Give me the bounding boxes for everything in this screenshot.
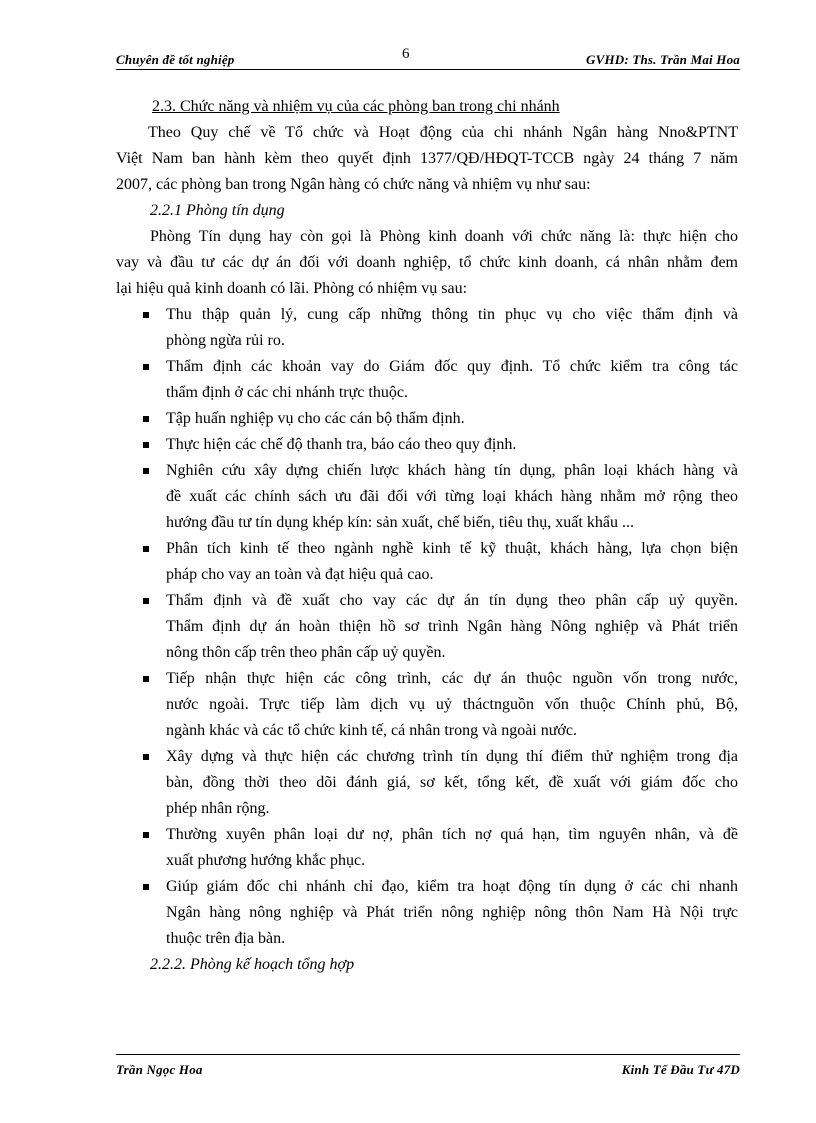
footer-rule — [116, 1054, 740, 1055]
bullet-line: Thẩm định các khoản vay do Giám đốc quy định. Tổ chức kiểm tra công tác — [166, 358, 738, 375]
footer-class: Kinh Tế Đầu Tư 47D — [621, 1062, 740, 1077]
bullet-item — [116, 744, 738, 822]
paragraph-line: Việt Nam ban hành kèm theo quyết định 1377/QĐ/HĐQT-TCCB ngày 24 tháng 7 năm — [116, 150, 738, 167]
bullet-line: Giúp giám đốc chi nhánh chỉ đạo, kiểm tra hoạt động tín dụng ở các chi nhanh — [166, 878, 738, 895]
paragraph-line: vay và đầu tư các dự án đối với doanh nghiệp, tổ chức kinh doanh, cá nhân nhằm đem — [116, 254, 738, 271]
bullet-line: Nghiên cứu xây dựng chiến lược khách hàng tín dụng, phân loại khách hàng và — [166, 462, 738, 479]
bullet-marker-icon — [143, 312, 149, 318]
bullet-marker-icon — [143, 754, 149, 760]
bullet-line: Ngân hàng nông nghiệp và Phát triển nông nghiệp nông thôn Nam Hà Nội trực — [166, 904, 738, 921]
page-number: 6 — [402, 46, 410, 62]
page-body — [116, 94, 738, 978]
bullet-line: xuất phương hướng khắc phục. — [166, 852, 366, 869]
subsection-title-credit: 2.2.1 Phòng tín dụng — [150, 202, 285, 219]
bullet-marker-icon — [143, 442, 149, 448]
paragraph-line: Theo Quy chế về Tổ chức và Hoạt động của chi nhánh Ngân hàng Nno&PTNT — [148, 124, 738, 141]
header-document-type: Chuyên đề tốt nghiệp — [116, 52, 235, 67]
paragraph-line: 2007, các phòng ban trong Ngân hàng có chức năng và nhiệm vụ như sau: — [116, 176, 591, 193]
bullet-line: thẩm định ở các chi nhánh trực thuộc. — [166, 384, 408, 401]
bullet-line: Thu thập quản lý, cung cấp những thông tin phục vụ cho việc thẩm định và — [166, 306, 738, 323]
header-advisor: GVHD: Ths. Trần Mai Hoa — [586, 52, 740, 67]
bullet-item — [116, 458, 738, 536]
page-header — [116, 46, 740, 70]
bullet-line: nông thôn cấp trên theo phân cấp uỷ quyền. — [166, 644, 446, 661]
bullet-marker-icon — [143, 832, 149, 838]
bullet-item — [116, 822, 738, 874]
bullet-marker-icon — [143, 416, 149, 422]
bullet-line: Thẩm định dự án hoàn thiện hồ sơ trình Ngân hàng Nông nghiệp và Phát triển — [166, 618, 738, 635]
bullet-item — [116, 354, 738, 406]
section-title: 2.3. Chức năng và nhiệm vụ của các phòng ban trong chi nhánh — [152, 98, 560, 115]
bullet-line: Thẩm định và đề xuất cho vay các dự án tín dụng theo phân cấp uỷ quyền. — [166, 592, 738, 609]
bullet-line: phòng ngừa rủi ro. — [166, 332, 285, 349]
bullet-line: Phân tích kinh tế theo ngành nghề kinh tế kỹ thuật, khách hàng, lựa chọn biện — [166, 540, 738, 557]
bullet-item — [116, 302, 738, 354]
bullet-item — [116, 432, 738, 458]
bullet-line: Tập huấn nghiệp vụ cho các cán bộ thẩm định. — [166, 410, 465, 427]
bullet-line: đề xuất các chính sách ưu đãi đối với từng loại khách hàng nhằm mở rộng theo — [166, 488, 738, 505]
duty-bullet-list — [116, 302, 738, 952]
bullet-item — [116, 588, 738, 666]
page-footer — [116, 1054, 740, 1078]
header-rule — [116, 69, 740, 70]
bullet-line: Tiếp nhận thực hiện các công trình, các dự án thuộc nguồn vốn trong nước, — [166, 670, 738, 687]
bullet-line: nước ngoài. Trực tiếp làm dịch vụ uỷ tháctnguồn vốn thuộc Chính phủ, Bộ, — [166, 696, 738, 713]
bullet-marker-icon — [143, 468, 149, 474]
bullet-line: phép nhân rộng. — [166, 800, 270, 817]
bullet-marker-icon — [143, 364, 149, 370]
bullet-line: Thường xuyên phân loại dư nợ, phân tích nợ quá hạn, tìm nguyên nhân, và đề — [166, 826, 738, 843]
subsection-title-planning: 2.2.2. Phòng kế hoạch tổng hợp — [150, 956, 355, 973]
bullet-marker-icon — [143, 676, 149, 682]
bullet-line: ngành khác và các tổ chức kinh tế, cá nhân trong và ngoài nước. — [166, 722, 577, 739]
bullet-item — [116, 536, 738, 588]
bullet-item — [116, 874, 738, 952]
bullet-line: bàn, đồng thời theo dõi đánh giá, sơ kết, tổng kết, đề xuất với giám đốc cho — [166, 774, 738, 791]
bullet-marker-icon — [143, 598, 149, 604]
paragraph-line: lại hiệu quả kinh doanh có lãi. Phòng có nhiệm vụ sau: — [116, 280, 468, 297]
credit-paragraph — [116, 224, 738, 302]
bullet-line: Thực hiện các chế độ thanh tra, báo cáo theo quy định. — [166, 436, 517, 453]
footer-author: Trần Ngọc Hoa — [116, 1062, 203, 1077]
bullet-item — [116, 666, 738, 744]
bullet-marker-icon — [143, 546, 149, 552]
bullet-line: pháp cho vay an toàn và đạt hiệu quả cao. — [166, 566, 434, 583]
bullet-line: thuộc trên địa bàn. — [166, 930, 286, 947]
bullet-line: Xây dựng và thực hiện các chương trình tín dụng thí điểm thử nghiệm trong địa — [166, 748, 738, 765]
bullet-marker-icon — [143, 884, 149, 890]
intro-paragraph — [116, 120, 738, 198]
bullet-line: hướng đầu tư tín dụng khép kín: sản xuất, chế biến, tiêu thụ, xuất khẩu ... — [166, 514, 634, 531]
paragraph-line: Phòng Tín dụng hay còn gọi là Phòng kinh doanh với chức năng là: thực hiện cho — [150, 228, 738, 245]
bullet-item — [116, 406, 738, 432]
